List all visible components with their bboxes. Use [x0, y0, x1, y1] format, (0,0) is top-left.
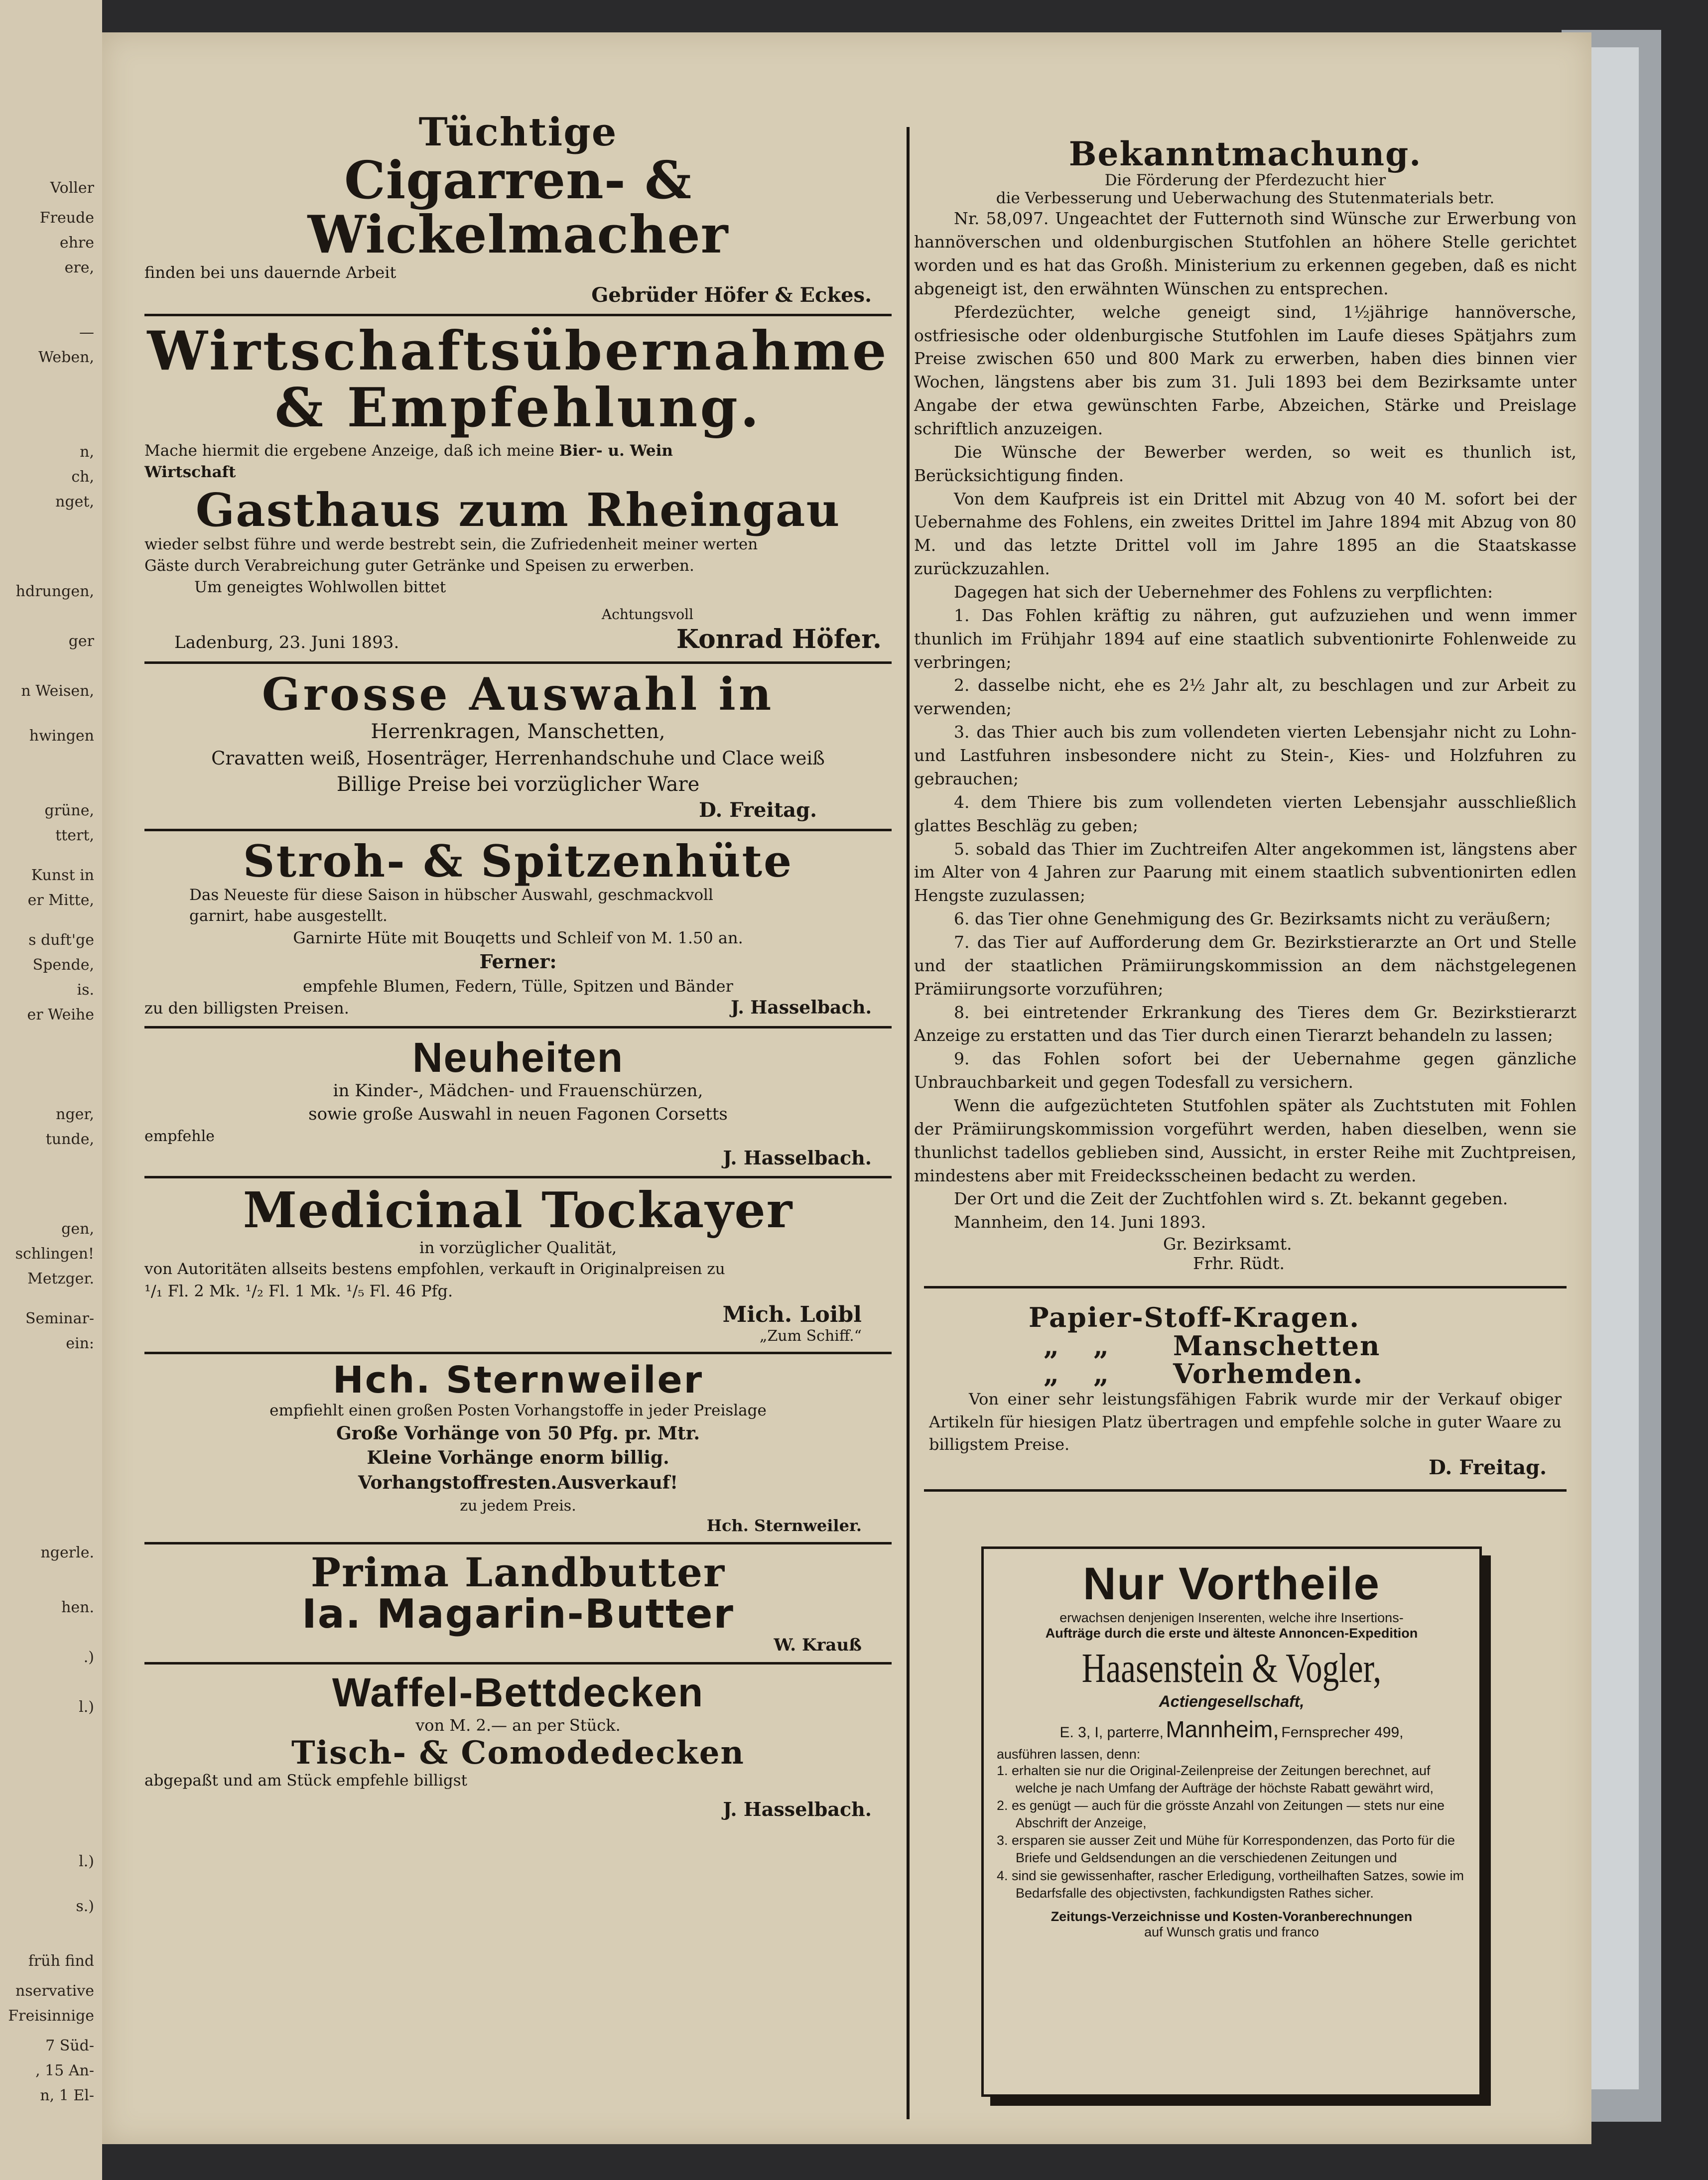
- left-page-text-fragment: ger: [68, 633, 94, 650]
- ad-headline: Prima Landbutter: [310, 1549, 726, 1596]
- ad-landbutter: [144, 1551, 892, 1655]
- ad-place-date: Ladenburg, 23. Juni 1893.: [174, 633, 399, 653]
- ad-headline: Tüchtige: [418, 110, 618, 155]
- ad-text: [144, 440, 892, 483]
- ad-text: Billige Preise bei vorzüglicher Ware: [336, 772, 700, 796]
- ad-text: empfehle: [144, 1128, 215, 1145]
- ad-grosse-auswahl: [144, 668, 892, 822]
- ad-headline: Ia. Magarin-Butter: [302, 1591, 734, 1638]
- ad-text: Um geneigtes Wohlwollen bittet: [194, 578, 446, 596]
- left-page-text-fragment: s duft'ge: [28, 931, 94, 949]
- ad-signature: Mich. Loibl: [722, 1302, 862, 1328]
- ad-address: Mannheim,: [1166, 1716, 1279, 1742]
- ad-text: empfehle Blumen, Federn, Tülle, Spitzen und Bänder: [303, 976, 733, 996]
- ad-text: erwachsen denjenigen Inserenten, welche ihre Insertions-: [1059, 1610, 1404, 1625]
- notice-paragraph: Wenn die aufgezüchteten Stutfohlen später als Zuchtstuten mit Fohlen der Prämiirungskommission vorgeführt werden, haben dieselben, wenn sie thunlichst tadellos geblieben sind, Aussicht, in erster Reihe mit Zuchtpreisen, mindestens aber mit Freidecksscheinen bedacht zu werden.: [914, 1095, 1577, 1185]
- left-page-text-fragment: s.): [76, 1898, 94, 1915]
- official-notice: [914, 134, 1577, 1274]
- left-page-text-fragment: nservative: [15, 1982, 94, 2000]
- ad-text: Herrenkragen, Manschetten,: [371, 720, 665, 743]
- left-page-text-fragment: Freisinnige: [8, 2007, 94, 2025]
- ad-text: sowie große Auswahl in neuen Fagonen Corsetts: [308, 1104, 728, 1125]
- notice-paragraph: Der Ort und die Zeit der Zuchtfohlen wird s. Zt. bekannt gegeben.: [954, 1189, 1508, 1209]
- ad-headline: Vorhemden.: [1173, 1358, 1364, 1390]
- ad-text: Actiengesellschaft,: [1159, 1692, 1305, 1710]
- notice-paragraph: Pferdezüchter, welche geneigt sind, 1½jährige hannöversche, ostfriesische oder oldenburgische Stutfohlen im Laufe dieses Spätjahrs zum Preise zwischen 650 und 800 Mark zu erwerben, haben dies binnen vier Wochen, längstens aber bis zum 31. Juli 1893 bei dem Bezirksamte unter Angabe der etwa gewünschten Farbe, Abzeichen, Stärke und Preislage schriftlich anzuzeigen.: [914, 302, 1577, 439]
- ad-separator: [144, 1352, 892, 1354]
- notice-item: 8. bei eintretender Erkrankung des Tieres dem Gr. Bezirkstierarzt Anzeige zu erstatten und das Tier durch einen Tierarzt behandeln zu lassen;: [914, 1002, 1577, 1045]
- left-page-text-fragment: 7 Süd-: [45, 2037, 94, 2054]
- book-cover-board: [1589, 47, 1639, 2089]
- left-page-text-fragment: ehre: [59, 234, 94, 252]
- ad-text: Von einer sehr leistungsfähigen Fabrik wurde mir der Verkauf obiger Artikeln für hiesigen Platz übertragen und empfehle solche in guter Waare zu billigstem Preise.: [929, 1390, 1562, 1454]
- ad-text: garnirt, habe ausgestellt.: [189, 907, 388, 925]
- ad-gasthaus-rheingau: [144, 320, 892, 655]
- notice-subtitle: Die Förderung der Pferdezucht hier: [1104, 171, 1386, 190]
- left-page-text-fragment: früh find: [28, 1952, 94, 1970]
- notice-paragraph: Die Wünsche der Bewerber werden, so weit es thunlich ist, Berücksichtigung finden.: [914, 442, 1577, 485]
- ad-signature: Hch. Sternweiler.: [706, 1516, 862, 1536]
- notice-column: [914, 134, 1577, 1492]
- ad-signature: J. Hasselbach.: [723, 1147, 872, 1169]
- ad-text: von Autoritäten allseits bestens empfohlen, verkauft in Originalpreisen zu: [144, 1260, 725, 1279]
- ad-papier-kragen: [914, 1303, 1577, 1479]
- ad-firm-name: Haasenstein & Vogler,: [1081, 1645, 1382, 1691]
- notice-item: 4. dem Thiere bis zum vollendeten vierten Lebensjahr ausschließlich glattes Beschläg zu geben;: [914, 792, 1577, 835]
- ad-text: Vorhangstoffresten.Ausverkauf!: [358, 1472, 678, 1494]
- ad-text: Garnirte Hüte mit Bouqetts und Schleif von M. 1.50 an.: [293, 928, 743, 948]
- notice-title: Bekanntmachung.: [1068, 134, 1422, 173]
- ad-text: empfiehlt einen großen Posten Vorhangstoffe in jeder Preislage: [269, 1402, 767, 1420]
- notice-paragraph: Dagegen hat sich der Uebernehmer des Fohlens zu verpflichten:: [954, 582, 1493, 602]
- notice-item: 9. das Fohlen sofort bei der Uebernahme gegen gänzliche Unbrauchbarkeit und gegen Todesfall zu versichern.: [914, 1049, 1577, 1092]
- ad-separator: [144, 1176, 892, 1178]
- ad-headline: Manschetten: [1173, 1329, 1381, 1362]
- ad-text: in Kinder-, Mädchen- und Frauenschürzen,: [333, 1081, 703, 1101]
- ad-text: Zeitungs-Verzeichnisse und Kosten-Voranberechnungen: [1051, 1909, 1413, 1924]
- ad-separator: [144, 1662, 892, 1665]
- left-page-text-fragment: .): [83, 1649, 94, 1666]
- left-page-text-fragment: Voller: [50, 179, 94, 197]
- ad-separator: [144, 314, 892, 316]
- left-page-text-fragment: tunde,: [45, 1131, 94, 1148]
- left-page-text-fragment: grüne,: [44, 802, 94, 819]
- ad-text: ¹/₁ Fl. 2 Mk. ¹/₂ Fl. 1 Mk. ¹/₅ Fl. 46 Pfg.: [144, 1282, 453, 1301]
- left-page-text-fragment: , 15 An-: [35, 2062, 94, 2079]
- left-page-text-fragment: er Mitte,: [27, 892, 94, 909]
- ad-separator: [924, 1489, 1567, 1492]
- ad-headline: Nur Vortheile: [1083, 1558, 1380, 1609]
- notice-subtitle: die Verbesserung und Ueberwachung des Stutenmaterials betr.: [996, 189, 1495, 208]
- left-page-text-fragment: ngerle.: [40, 1544, 94, 1561]
- left-page-text-fragment: n Weisen,: [21, 682, 94, 700]
- notice-paragraph: Nr. 58,097. Ungeachtet der Futternoth sind Wünsche zur Erwerbung von hannöverschen und oldenburgischen Stutfohlen an höhere Stelle gerichtet worden und es hat das Großh. Ministerium zu erkennen gegeben, daß es nicht abgeneigt ist, den erwähnten Wünschen zu entsprechen.: [914, 209, 1577, 298]
- notice-item: 6. das Tier ohne Genehmigung des Gr. Bezirksamts nicht zu veräußern;: [954, 909, 1551, 929]
- ad-headline: Stroh- & Spitzenhüte: [243, 835, 793, 888]
- notice-item: 7. das Tier auf Aufforderung dem Gr. Bezirkstierarzte an Ort und Stelle und der staatlichen Prämiirungskommission an dem nächstgelegenen Prämiirungsorte vorzuführen;: [914, 932, 1577, 999]
- ad-waffel-bettdecken: [144, 1671, 892, 1820]
- left-page-text-fragment: Metzger.: [27, 1270, 94, 1287]
- ad-signature: J. Hasselbach.: [731, 997, 872, 1018]
- left-page-text-fragment: ere,: [64, 259, 94, 276]
- notice-item: 2. dasselbe nicht, ehe es 2½ Jahr alt, zu beschlagen und zur Arbeit zu verwenden;: [914, 675, 1577, 719]
- ad-headline: Papier-Stoff-Kragen.: [1029, 1301, 1360, 1334]
- left-page-text-fragment: n, 1 El-: [40, 2087, 94, 2104]
- ad-text: zu jedem Preis.: [460, 1497, 576, 1515]
- ad-text: Wirtschaft: [144, 463, 236, 481]
- ad-separator: [144, 1026, 892, 1028]
- left-page-text-fragment: Seminar-: [25, 1310, 94, 1327]
- ditto-mark: „: [1044, 1358, 1060, 1390]
- advertisement-column: [144, 112, 892, 1820]
- ad-text: Kleine Vorhänge enorm billig.: [367, 1447, 669, 1469]
- left-page-text-fragment: Freude: [39, 209, 94, 227]
- left-page-text-fragment: nget,: [55, 493, 94, 511]
- ditto-mark: „: [1093, 1358, 1110, 1390]
- ad-stroh-spitzenhuete: [144, 835, 892, 1019]
- ad-text: Gäste durch Verabreichung guter Getränke und Speisen zu erwerben.: [144, 557, 694, 575]
- ad-text: auf Wunsch gratis und franco: [1144, 1924, 1319, 1939]
- ad-headline: Neuheiten: [412, 1034, 624, 1081]
- ad-medicinal-tockayer: [144, 1182, 892, 1345]
- left-page-text-fragment: Kunst in: [31, 867, 94, 884]
- ad-text: finden bei uns dauernde Arbeit: [144, 263, 396, 282]
- ad-separator: [144, 1542, 892, 1544]
- left-page-text-fragment: Weben,: [38, 349, 94, 366]
- left-page-text-fragment: l.): [79, 1698, 94, 1716]
- left-page-text-fragment: Spende,: [32, 956, 94, 974]
- ad-address: E. 3, I, parterre,: [1059, 1724, 1164, 1741]
- ad-text: abgepaßt und am Stück empfehle billigst: [144, 1771, 468, 1790]
- ad-text: Ferner:: [479, 950, 557, 973]
- ad-headline: Cigarren- & Wickelmacher: [307, 149, 729, 265]
- notice-item: 5. sobald das Thier im Zuchtreifen Alter angekommen ist, längstens aber im Alter von 4 Jahren zur Paarung mit einem staatlich subventionirten edlen Hengste zuzulassen;: [914, 839, 1577, 905]
- ad-signature: D. Freitag.: [699, 798, 817, 822]
- ad-text: Bier- u. Wein: [559, 442, 673, 460]
- ad-text: in vorzüglicher Qualität,: [419, 1238, 617, 1258]
- left-page-text-fragment: n,: [80, 443, 94, 461]
- newspaper-page: [102, 32, 1591, 2144]
- ad-separator: [924, 1286, 1567, 1288]
- ad-text: Mache hiermit die ergebene Anzeige, daß ich meine: [144, 442, 554, 460]
- ad-headline: Gasthaus zum Rheingau: [195, 483, 841, 537]
- ad-text: wieder selbst führe und werde bestrebt sein, die Zufriedenheit meiner werten: [144, 535, 758, 554]
- ad-headline: Medicinal Tockayer: [243, 1182, 793, 1240]
- ad-headline: Wirtschaftsübernahme: [147, 320, 889, 383]
- left-page-text-fragment: nger,: [56, 1106, 94, 1123]
- left-page-text-fragment: hwingen: [29, 727, 94, 745]
- ad-cigar-makers: [144, 112, 892, 307]
- ad-list-item: 4. sind sie gewissenhafter, rascher Erledigung, vortheilhaften Satzes, sowie im Bedarfsfalle des objectivsten, fachkundigsten Rathes sicher.: [997, 1868, 1464, 1901]
- left-page-text-fragment: —: [79, 324, 94, 341]
- ad-headline: Tisch- & Comodedecken: [291, 1734, 745, 1772]
- left-page-text-fragment: gen,: [61, 1220, 94, 1238]
- ditto-mark: „: [1044, 1329, 1060, 1362]
- ad-headline: Waffel-Bettdecken: [332, 1670, 704, 1716]
- ad-text: Aufträge durch die erste und älteste Annoncen-Expedition: [1045, 1626, 1418, 1641]
- ad-text: Große Vorhänge von 50 Pfg. pr. Mtr.: [336, 1422, 700, 1444]
- ad-separator: [144, 661, 892, 664]
- left-page-fragment: [0, 0, 102, 2180]
- left-page-text-fragment: er Weihe: [27, 1006, 94, 1024]
- ad-text: Achtungsvoll: [601, 606, 694, 623]
- ad-text: ausführen lassen, denn:: [997, 1747, 1141, 1762]
- ad-headline: Hch. Sternweiler: [332, 1359, 704, 1402]
- ad-signature: J. Hasselbach.: [723, 1798, 872, 1821]
- ad-list-item: 1. erhalten sie nur die Original-Zeilenpreise der Zeitungen berechnet, auf welche je nach Umfang der Aufträge der höchste Rabatt gewährt wird,: [997, 1763, 1434, 1796]
- left-page-text-fragment: hen.: [61, 1599, 94, 1616]
- left-page-text-fragment: ein:: [66, 1335, 94, 1352]
- ad-text: zu den billigsten Preisen.: [144, 998, 349, 1018]
- ad-text: von M. 2.— an per Stück.: [415, 1716, 621, 1735]
- notice-item: 1. Das Fohlen kräftig zu nähren, gut aufzuziehen und wenn immer thunlich im Frühjahr 1894 auf eine staatlich subventionirte Fohlenweide zu verbringen;: [914, 605, 1577, 672]
- ad-signature: W. Krauß: [774, 1635, 862, 1656]
- left-page-text-fragment: ttert,: [55, 827, 94, 844]
- ad-text: Cravatten weiß, Hosenträger, Herrenhandschuhe und Clace weiß: [211, 747, 825, 769]
- ad-signature: D. Freitag.: [1429, 1456, 1547, 1480]
- ad-headline: Grosse Auswahl in: [262, 668, 775, 721]
- notice-item: 3. das Thier auch bis zum vollendeten vierten Lebensjahr nicht zu Lohn- und Lastfuhren insbesondere nicht zu Stein-, Kies- und Holzfuhren zu gebrauchen;: [914, 722, 1577, 788]
- ad-haasenstein-vogler: [981, 1546, 1482, 2097]
- left-page-text-fragment: is.: [77, 981, 94, 999]
- left-page-text-fragment: schlingen!: [15, 1245, 94, 1263]
- ad-signature: Konrad Höfer.: [676, 624, 882, 655]
- notice-signature: Frhr. Rüdt.: [1193, 1254, 1285, 1274]
- ad-signature: Gebrüder Höfer & Eckes.: [591, 283, 872, 307]
- ad-headline: & Empfehlung.: [274, 376, 762, 439]
- ad-signature: „Zum Schiff.“: [759, 1327, 862, 1345]
- ad-separator: [144, 829, 892, 831]
- notice-signature: Gr. Bezirksamt.: [1163, 1234, 1292, 1254]
- column-divider: [907, 127, 910, 2119]
- ad-address: Fernsprecher 499,: [1281, 1724, 1404, 1741]
- ad-text: Das Neueste für diese Saison in hübscher Auswahl, geschmackvoll: [189, 886, 713, 904]
- left-page-text-fragment: l.): [79, 1853, 94, 1870]
- ad-list-item: 3. ersparen sie ausser Zeit und Mühe für Korrespondenzen, das Porto für die Briefe und Geldsendungen an die verschiedenen Zeitungen und: [997, 1833, 1455, 1866]
- ad-list-item: 2. es genügt — auch für die grösste Anzahl von Zeitungen — stets nur eine Abschrift der Anzeige,: [997, 1798, 1445, 1831]
- ditto-mark: „: [1093, 1329, 1110, 1362]
- ad-neuheiten: [144, 1035, 892, 1169]
- left-page-text-fragment: ch,: [71, 468, 94, 486]
- ad-sternweiler: [144, 1361, 892, 1535]
- notice-date: Mannheim, den 14. Juni 1893.: [954, 1212, 1206, 1232]
- left-page-text-fragment: hdrungen,: [15, 583, 94, 600]
- notice-paragraph: Von dem Kaufpreis ist ein Drittel mit Abzug von 40 M. sofort bei der Uebernahme des Fohlens, ein zweites Drittel im Jahre 1894 mit Abzug von 80 M. und das letzte Drittel voll im Jahre 1895 an die Staatskasse zurückzuzahlen.: [914, 489, 1577, 579]
